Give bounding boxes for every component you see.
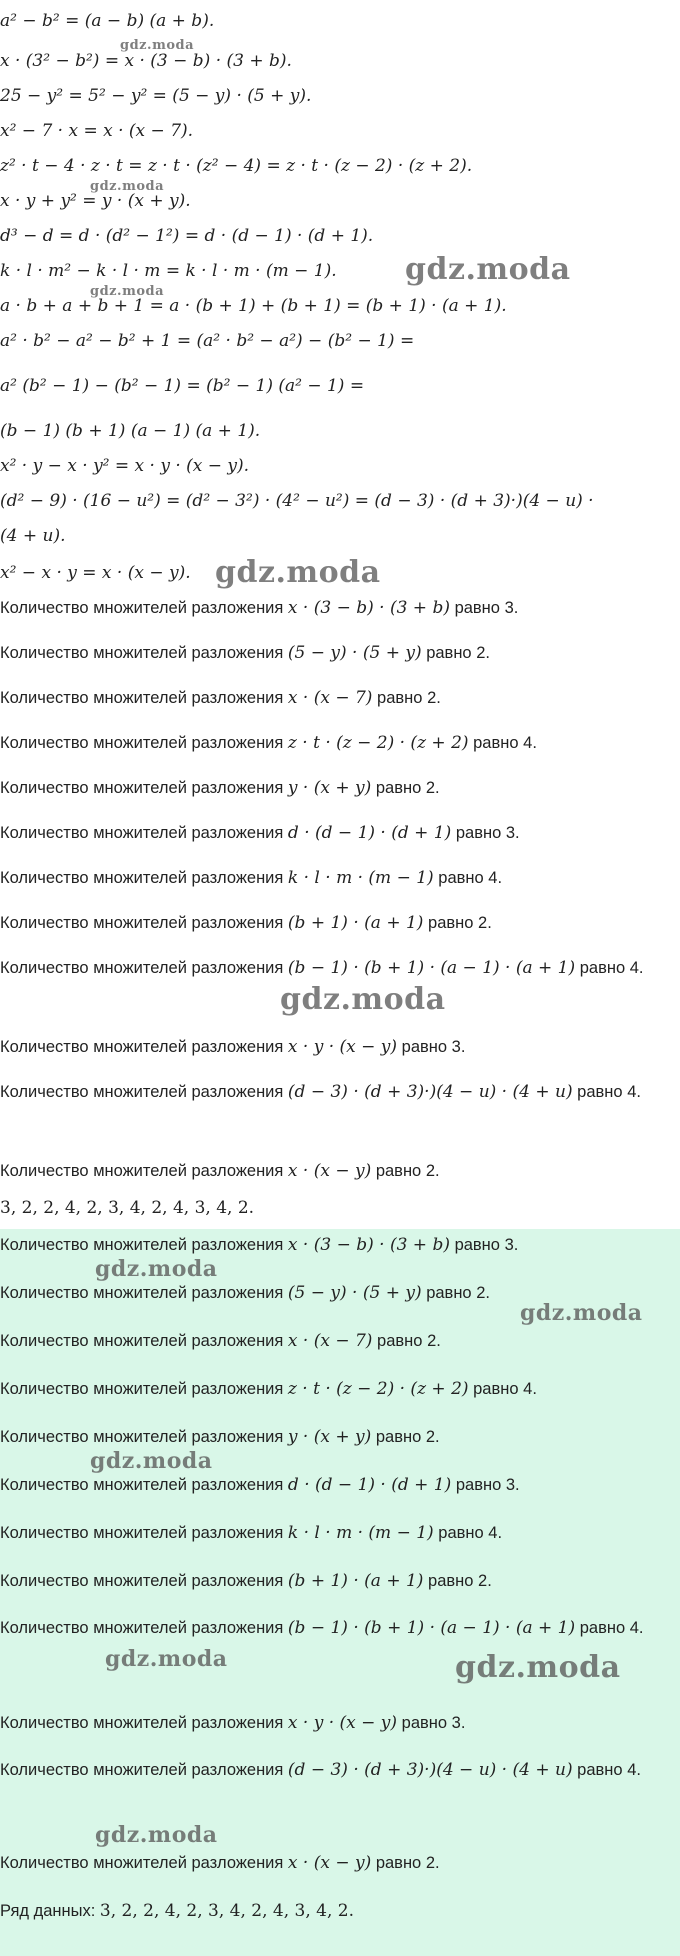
- factor-item: Количество множителей разложения z · t · (z − 2) · (z + 2) равно 4.: [0, 733, 537, 753]
- watermark: gdz.moda: [120, 38, 195, 53]
- answer-item: Количество множителей разложения x · (x − y) равно 2.: [0, 1853, 440, 1873]
- watermark: gdz.moda: [105, 1646, 228, 1672]
- equation-line: a² − b² = (a − b) (a + b).: [0, 11, 215, 31]
- equation-line: z² · t − 4 · z · t = z · t · (z² − 4) = z · t · (z − 2) · (z + 2).: [0, 156, 473, 176]
- data-series: 3, 2, 2, 4, 2, 3, 4, 2, 4, 3, 4, 2.: [0, 1198, 255, 1218]
- equation-line: (d² − 9) · (16 − u²) = (d² − 3²) · (4² − u²) = (d − 3) · (d + 3)·)(4 − u) ·: [0, 491, 594, 511]
- equation-line: d³ − d = d · (d² − 1²) = d · (d − 1) · (d + 1).: [0, 226, 374, 246]
- factor-item: Количество множителей разложения y · (x + y) равно 2.: [0, 778, 440, 798]
- answer-item: Количество множителей разложения d · (d − 1) · (d + 1) равно 3.: [0, 1475, 520, 1495]
- equation-line: a² · b² − a² − b² + 1 = (a² · b² − a²) − (b² − 1) =: [0, 331, 415, 351]
- watermark: gdz.moda: [90, 179, 165, 194]
- equation-line: x · y + y² = y · (x + y).: [0, 191, 191, 211]
- answer-item: Количество множителей разложения x · (x − 7) равно 2.: [0, 1331, 441, 1351]
- watermark: gdz.moda: [95, 1256, 218, 1282]
- factor-item: Количество множителей разложения x · (x − 7) равно 2.: [0, 688, 441, 708]
- equation-line: k · l · m² − k · l · m = k · l · m · (m − 1).: [0, 261, 337, 281]
- equation-line: x² − x · y = x · (x − y).: [0, 563, 191, 583]
- factor-item: Количество множителей разложения x · (3 − b) · (3 + b) равно 3.: [0, 598, 519, 618]
- equation-line: (4 + u).: [0, 526, 66, 546]
- watermark: gdz.moda: [90, 1448, 213, 1474]
- equation-line: x · (3² − b²) = x · (3 − b) · (3 + b).: [0, 51, 292, 71]
- answer-item: Количество множителей разложения (b + 1) · (a + 1) равно 2.: [0, 1571, 492, 1591]
- watermark: gdz.moda: [455, 1650, 621, 1685]
- watermark: gdz.moda: [215, 555, 381, 590]
- answer-series: Ряд данных: 3, 2, 2, 4, 2, 3, 4, 2, 4, 3, 4, 2.: [0, 1901, 355, 1921]
- factor-item: Количество множителей разложения (5 − y) · (5 + y) равно 2.: [0, 643, 490, 663]
- answer-item: Количество множителей разложения (b − 1) · (b + 1) · (a − 1) · (a + 1) равно 4.: [0, 1618, 644, 1638]
- equation-line: (b − 1) (b + 1) (a − 1) (a + 1).: [0, 421, 261, 441]
- answer-item: Количество множителей разложения z · t · (z − 2) · (z + 2) равно 4.: [0, 1379, 537, 1399]
- answer-item: Количество множителей разложения y · (x + y) равно 2.: [0, 1427, 440, 1447]
- watermark: gdz.moda: [90, 284, 165, 299]
- answer-item: Количество множителей разложения (5 − y) · (5 + y) равно 2.: [0, 1283, 490, 1303]
- equation-line: x² · y − x · y² = x · y · (x − y).: [0, 456, 250, 476]
- factor-item: Количество множителей разложения x · (x − y) равно 2.: [0, 1161, 440, 1181]
- factor-item: Количество множителей разложения (b + 1) · (a + 1) равно 2.: [0, 913, 492, 933]
- equation-line: a² (b² − 1) − (b² − 1) = (b² − 1) (a² − 1) =: [0, 376, 365, 396]
- watermark: gdz.moda: [520, 1300, 643, 1326]
- equation-line: x² − 7 · x = x · (x − 7).: [0, 121, 194, 141]
- factor-item: Количество множителей разложения (d − 3) · (d + 3)·)(4 − u) · (4 + u) равно 4.: [0, 1082, 641, 1102]
- factor-item: Количество множителей разложения k · l · m · (m − 1) равно 4.: [0, 868, 503, 888]
- answer-item: Количество множителей разложения x · y · (x − y) равно 3.: [0, 1713, 466, 1733]
- equation-line: 25 − y² = 5² − y² = (5 − y) · (5 + y).: [0, 86, 312, 106]
- factor-item: Количество множителей разложения (b − 1) · (b + 1) · (a − 1) · (a + 1) равно 4.: [0, 958, 644, 978]
- factor-item: Количество множителей разложения d · (d − 1) · (d + 1) равно 3.: [0, 823, 520, 843]
- equation-line: a · b + a + b + 1 = a · (b + 1) + (b + 1) = (b + 1) · (a + 1).: [0, 296, 507, 316]
- answer-item: Количество множителей разложения (d − 3) · (d + 3)·)(4 − u) · (4 + u) равно 4.: [0, 1760, 641, 1780]
- answer-item: Количество множителей разложения x · (3 − b) · (3 + b) равно 3.: [0, 1235, 519, 1255]
- watermark: gdz.moda: [405, 252, 571, 287]
- answer-item: Количество множителей разложения k · l · m · (m − 1) равно 4.: [0, 1523, 503, 1543]
- watermark: gdz.moda: [95, 1822, 218, 1848]
- factor-item: Количество множителей разложения x · y · (x − y) равно 3.: [0, 1037, 466, 1057]
- watermark: gdz.moda: [280, 982, 446, 1017]
